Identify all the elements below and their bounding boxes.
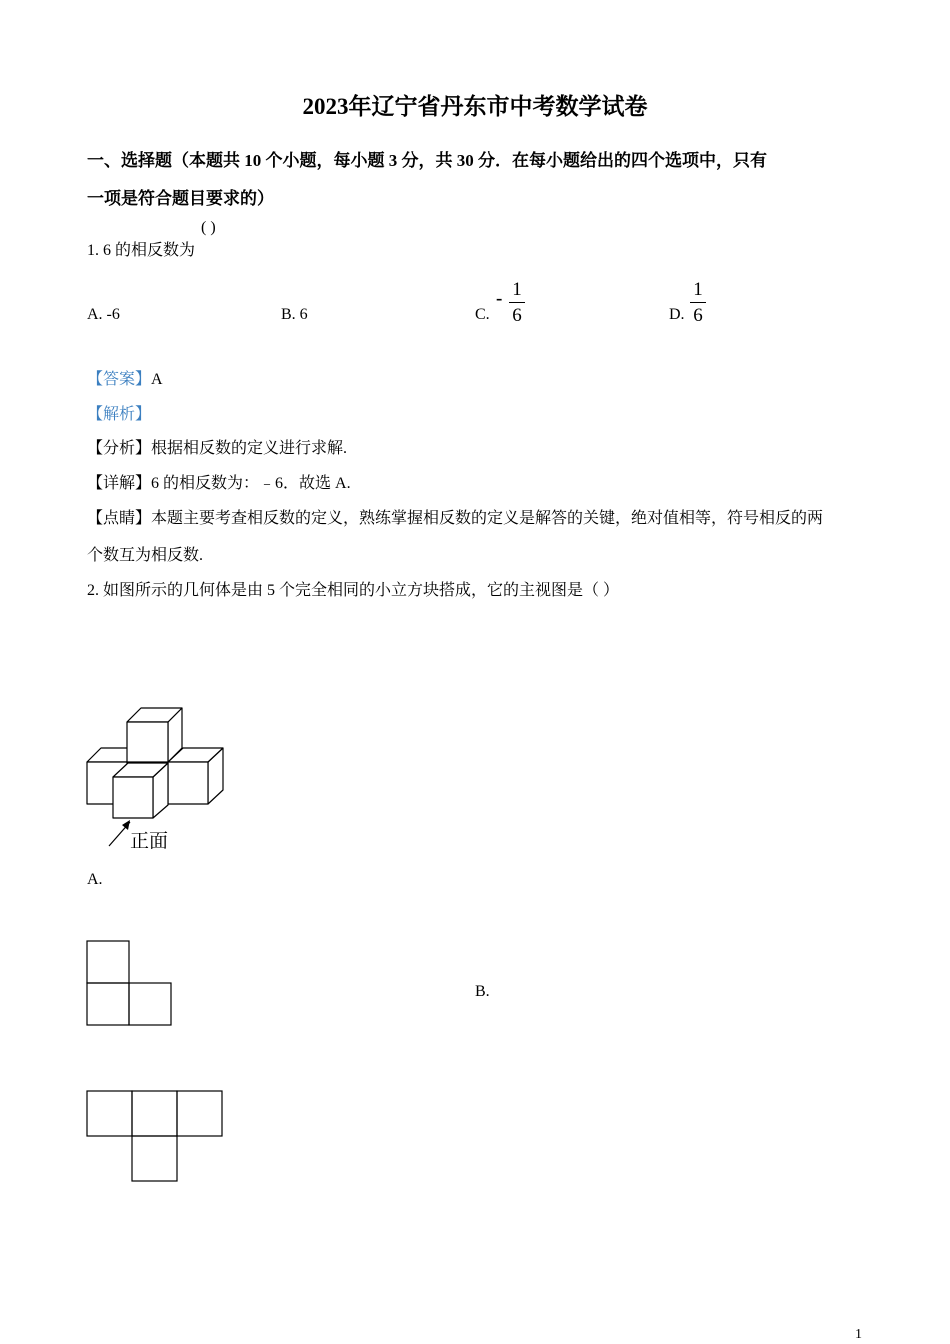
q1-dianjing-line-1 <box>87 505 823 528</box>
q1-option-c-denominator: 6 <box>512 305 522 326</box>
q1-stem: 1. 6 的相反数为 <box>87 242 196 259</box>
q1-option-c-fraction <box>509 280 525 325</box>
q1-option-c-label: C. <box>475 306 490 323</box>
dianjing-tag: 【点睛】 <box>87 510 152 527</box>
q2-option-b-label: B. <box>475 983 490 1000</box>
q2-option-a-label: A. <box>87 871 103 888</box>
q1-answer-line <box>87 366 163 389</box>
section-heading-line-1: 一、选择题（本题共 10 个小题，每小题 3 分，共 30 分．在每小题给出的四个选项中，只有 <box>87 151 767 170</box>
q1-option-a: A. -6 <box>87 306 120 323</box>
q2-option-a-figure <box>86 940 176 1030</box>
q1-xiangjie-line <box>87 470 351 493</box>
dianjing-text-1: 本题主要考查相反数的定义，熟练掌握相反数的定义是解答的关键，绝对值相等，符号相反的两 <box>151 510 824 527</box>
q1-option-d-numerator: 1 <box>693 279 703 300</box>
front-view-label: 正面 <box>130 830 169 852</box>
q1-option-d-denominator: 6 <box>693 305 703 326</box>
document-title: 2023年辽宁省丹东市中考数学试卷 <box>302 94 648 119</box>
analysis-tag: 【解析】 <box>87 406 152 423</box>
q2-stem: 2. 如图所示的几何体是由 5 个完全相同的小立方块搭成，它的主视图是（ ） <box>87 582 620 599</box>
fenxi-tag: 【分析】 <box>87 440 152 457</box>
q1-option-b: B. 6 <box>281 306 308 323</box>
answer-value: A <box>151 371 163 388</box>
page-number: 1 <box>855 1327 862 1342</box>
q1-dianjing-line-2: 个数互为相反数. <box>87 547 204 564</box>
q1-option-d-fraction <box>690 280 706 325</box>
xiangjie-text: 6 的相反数为：﹣6．故选 A. <box>151 475 351 492</box>
fraction-bar <box>509 302 525 303</box>
q2-option-b-figure <box>86 1090 226 1185</box>
q1-fenxi-line <box>87 435 347 458</box>
fenxi-text: 根据相反数的定义进行求解. <box>151 440 348 457</box>
q1-option-c-minus-sign: - <box>496 288 503 309</box>
section-heading-line-2: 一项是符合题目要求的） <box>87 189 274 208</box>
xiangjie-tag: 【详解】 <box>87 475 152 492</box>
answer-tag: 【答案】 <box>87 371 152 388</box>
q1-option-c-numerator: 1 <box>512 279 522 300</box>
q1-option-d-label: D. <box>669 306 685 323</box>
q1-answer-parentheses: ( ) <box>201 219 216 236</box>
fraction-bar <box>690 302 706 303</box>
